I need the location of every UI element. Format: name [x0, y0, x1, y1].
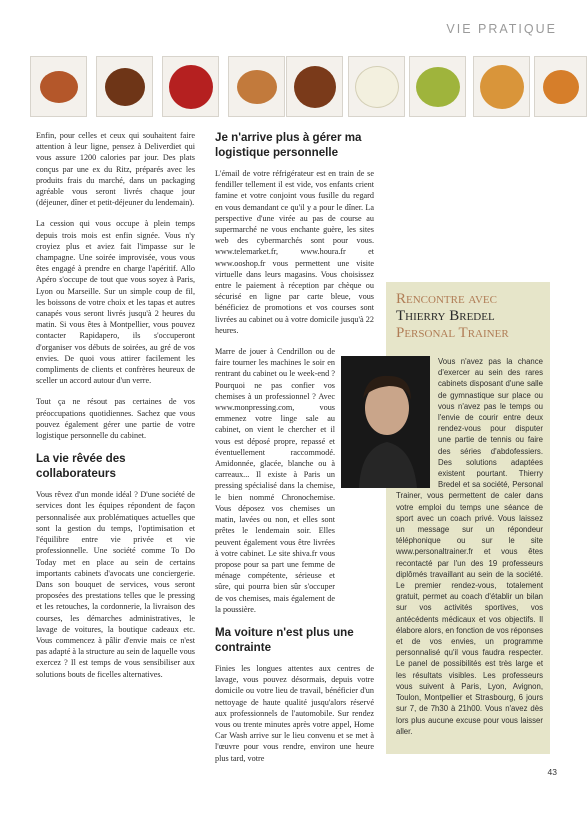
paragraph: Marre de jouer à Cendrillon ou de faire tourner les machines le soir en rentrant du cabinet ou le week-end ? Pourquoi ne pas confier vos chemises à un professionnel ? Avec www.monpressing.com, vous emmenez votre linge sale au cabinet, on vient le chercher et il vous est déposé propre, repassé et éventuellement raccommodé. Amidonnée, glacée, blanche ou à carreaux... Il existe à Paris un pressing spécialisé dans la chemise, le bien nommé Chronochemise. Vous déposez vos chemises un matin, lavées ou non, et elles sont prêtes le lendemain soir. Elles peuvent également vous être livrées à votre cabinet. Le site shiva.fr vous propose pour sa part une femme de ménage compétente, sérieuse et sûre, qui pourra bien sûr s'occuper de vos chemises, mais également de la poussière. — [215, 347, 335, 614]
food-icon — [534, 56, 587, 117]
food-icon — [96, 56, 153, 117]
paragraph: Finies les longues attentes aux centres de lavage, vous pouvez désormais, depuis votre domicile ou votre lieu de travail, bénéficier d'un nettoyage de haute qualité jusqu'alors réservé aux professionnels de l'automobile. Sur rendez vous ou trente minutes après votre appel, Home Car Wash arrive sur le lieu convenu et se met à l'œuvre pour vous rendre, environ une heure plus tard, votre — [215, 663, 374, 763]
food-icon — [348, 56, 405, 117]
paragraph: Enfin, pour celles et ceux qui souhaitent faire attention à leur ligne, pensez à Deliverdiet qui vous assure 1200 calories par jour. Des plats conçus par une ex du Ritz, préparés avec les produits frais du marché, dans un packaging agréable vous seront livrés chaque jour (déjeuner, dîner et petit-déjeuner du lendemain). — [36, 131, 195, 208]
subheading: La vie rêvée des collaborateurs — [36, 452, 126, 481]
food-icon — [162, 56, 219, 117]
food-icon — [409, 56, 466, 117]
subheading: Je n'arrive plus à gérer ma logistique personnelle — [215, 131, 362, 159]
food-icon — [473, 56, 530, 117]
sidebar-title-line: Rencontre avec — [396, 291, 497, 307]
subheading: Ma voiture n'est plus une contrainte — [215, 625, 354, 654]
sidebar-body — [396, 356, 543, 737]
sidebar-title-name: Thierry Bredel — [396, 308, 495, 324]
food-icon — [30, 56, 87, 117]
food-icon — [286, 56, 343, 117]
food-photo-strip — [30, 56, 587, 120]
page-number: 43 — [547, 767, 557, 777]
paragraph: Tout ça ne résout pas certaines de vos préoccupations quotidiennes. Sachez que vous pouvez également gérer une partie de votre logistique personnelle du cabinet. — [36, 397, 195, 441]
food-icon — [228, 56, 285, 117]
paragraph: L'émail de votre réfrigérateur est en train de se fendiller tellement il est vide, vos enfants crient famine et votre conjoint vous fusille du regard en vous demandant ce qu'il y a pour le dîner. La perspective d'une virée au pas de course au supermarché ne vous enchante guère, les sites web des cybermarchés sont pour vous. www.telemarket.fr, www.houra.fr et www.ooshop.fr vous permettent une visite virtuelle dans leurs magasins. Vous choisissez entre le paiement à réception par chèque ou sécurisé en ligne par carte bleue, vous bénéficiez de promotions et vos courses sont livrées au cabinet ou à votre domicile jusqu'à 22 heures. — [215, 169, 374, 335]
sidebar-body-text: Vous n'avez pas la chance d'exercer au sein des rares cabinets disposant d'une salle de gymnastique sur place ou vous n'avez pas le temps ou l'envie de courir entre deux rendez-vous pour disputer une partie de tennis ou faire des séries d'abdofessiers. Des solutions adaptées existent pourtant. Thierry Bredel et sa société, Personal Trainer, vous permettent de caler dans votre emploi du temps une séance de sport avec un coach privé. Vous laissez un message sur un répondeur téléphonique ou sur le site www.personaltrainer.fr et vous êtes recontacté par l'un des 19 professeurs diplômés travaillant au sein de la société. Le premier rendez-vous, totalement gratuit, permet au coach d'établir un bilan sur vos activités sportives, vos antécédents médicaux et vos objectifs. Il élabore alors, en fonction de vos réponses et de vos envies, un programme personnalisé qu'il vous faudra respecter. Le panel de possibilités est très large et les résultats visibles. Les professeurs vous suivent à Paris, Lyon, Avignon, Toulon, Montpellier et Strasbourg, 6 jours sur 7, de 7h30 à 21h00. Vous n'avez dès lors plus aucune excuse pour vous laisser aller. — [396, 357, 543, 736]
sidebar-title — [396, 291, 548, 342]
article-column-1 — [36, 130, 195, 690]
sidebar-title-line: Personal Trainer — [396, 325, 509, 341]
section-header: VIE PRATIQUE — [446, 22, 557, 36]
paragraph: Vous rêvez d'un monde idéal ? D'une société de services dont les équipes répondent de façon personnalisée aux problématiques actuelles que sont la gestion du temps, l'optimisation et l'équilibre entre vie privée et vie professionnelle. Une société comme To Do Today met en place au sein de certains importants cabinets d'avocats une conciergerie. Dans son bouquet de services, vous seront proposées des prestations telles que le pressing et les retouches, la cordonnerie, la livraison des courses, les démarches administratives, le lavage de voitures, la boutique cadeaux etc. Vous commencez à pâlir d'envie mais ce n'est pas adapté à la structure au sein de laquelle vous exercez ? Il est temps de vous sensibiliser aux solutions bouts de ficelles alternatives. — [36, 490, 195, 679]
paragraph: La cession qui vous occupe à plein temps depuis trois mois est enfin signée. Vous n'y croyiez plus et aviez fait l'impasse sur le champagne. Une soirée improvisée, vous vous êtes engagé à prendre en charge l'apéritif. Allo Apéro s'occupe de tout que vous soyez à Paris, Lyon ou Marseille. Sur un simple coup de fil, les boissons de votre choix et les tapas et autres canapés vous seront livrés jusqu'à 2 heures du matin. Si vous êtes à Montpellier, vous pouvez contacter Rapidapero, ils s'occuperont d'organiser vos débuts de soirées, au gré de vos envies. De quoi vous attirer facilement les compliments de clients et confrères heureux de sceller un accord autour d'un verre. — [36, 219, 195, 386]
